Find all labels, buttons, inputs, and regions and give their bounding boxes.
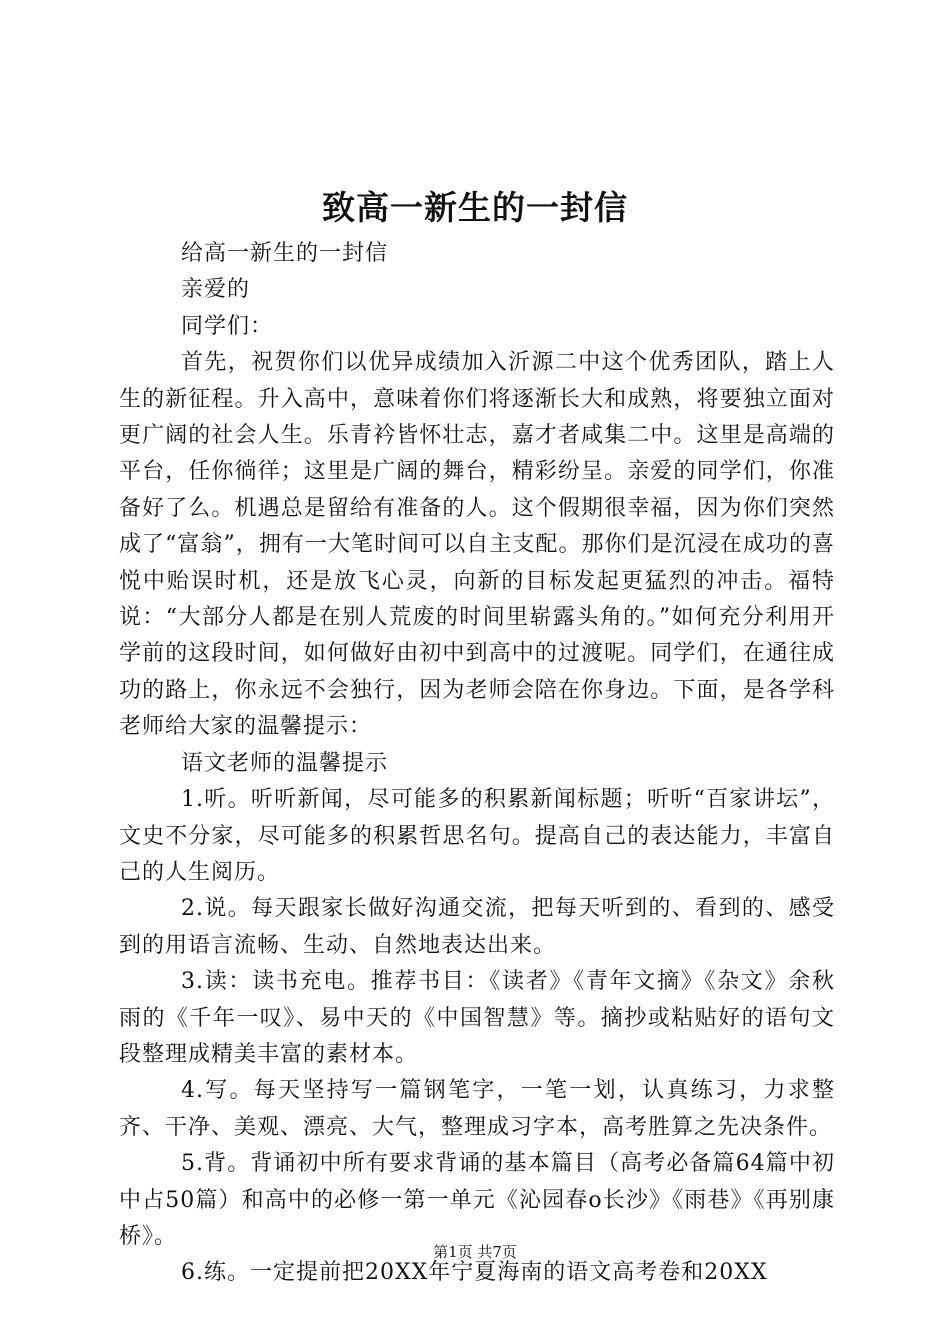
- paragraph-tip-speak: 2.说。每天跟家长做好沟通交流，把每天听到的、看到的、感受到的用语言流畅、生动、自然地表达出来。: [119, 896, 835, 958]
- paragraph-tip-listen: 1.听。听听新闻，尽可能多的积累新闻标题；听听“百家讲坛”，文史不分家，尽可能多的积累哲思名句。提高自己的表达能力，丰富自己的人生阅历。: [119, 787, 835, 885]
- paragraph-salutation: 亲爱的: [181, 277, 251, 303]
- paragraph-tip-write: 4.写。每天坚持写一篇钢笔字，一笔一划，认真练习，力求整齐、干净、美观、漂亮、大气，整理成习字本，高考胜算之先决条件。: [119, 1078, 835, 1140]
- paragraph-chinese-tips-heading: 语文老师的温馨提示: [181, 750, 389, 776]
- document-title: 致高一新生的一封信: [322, 188, 628, 227]
- paragraph-tip-practice: 6.练。一定提前把20XX年宁夏海南的语文高考卷和20XX: [181, 1260, 768, 1286]
- paragraph-subtitle: 给高一新生的一封信: [181, 241, 389, 266]
- paragraph-intro: 首先，祝贺你们以优异成绩加入沂源二中这个优秀团队，踏上人生的新征程。升入高中，意味着你们将逐渐长大和成熟，将要独立面对更广阔的社会人生。乐青衿皆怀壮志，嘉才者咸集二中。这里是高端的平台，任你徜徉；这里是广阔的舞台，精彩纷呈。亲爱的同学们，你准备好了么。机遇总是留给有准备的人。这个假期很幸福，因为你们突然成了“富翁”，拥有一大笔时间可以自主支配。那你们是沉浸在成功的喜悦中贻误时机，还是放飞心灵，向新的目标发起更猛烈的冲击。福特说：“大部分人都是在别人荒废的时间里崭露头角的。”如何充分利用开学前的这段时间，如何做好由初中到高中的过渡呢。同学们，在通往成功的路上，你永远不会独行，因为老师会陪在你身边。下面，是各学科老师给大家的温馨提示：: [119, 350, 835, 740]
- page-number-footer: 第1页 共7页: [433, 1243, 517, 1261]
- paragraph-addressee: 同学们：: [181, 313, 274, 339]
- paragraph-tip-recite: 5.背。背诵初中所有要求背诵的基本篇目（高考必备篇64篇中初中占50篇）和高中的必修一第一单元《沁园春o长沙》《雨巷》《再别康桥》。: [119, 1151, 835, 1249]
- paragraph-tip-read: 3.读：读书充电。推荐书目：《读者》《青年文摘》《杂文》余秋雨的《千年一叹》、易中天的《中国智慧》等。摘抄或粘贴好的语句文段整理成精美丰富的素材本。: [119, 969, 835, 1067]
- document-body: [119, 236, 835, 1292]
